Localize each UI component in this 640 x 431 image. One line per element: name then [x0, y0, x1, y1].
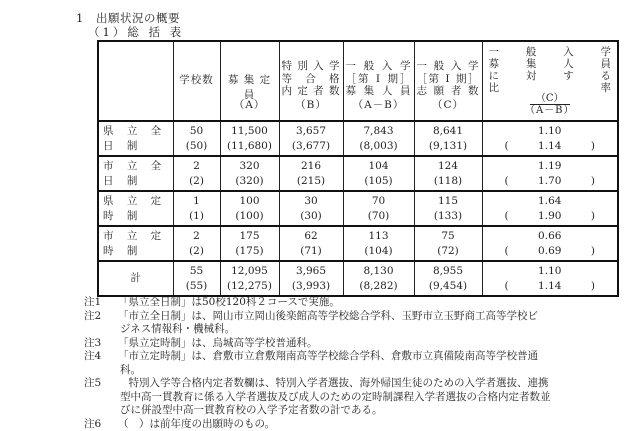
general-capacity-cell: 70 (70): [343, 191, 414, 226]
table-title: （1）総 括 表: [88, 24, 184, 40]
row-label: 県 立 全 日 制: [98, 121, 173, 156]
note-item: [84, 350, 629, 377]
header-ratio-formula: $\frac{(C)}{(A-B)}$: [483, 93, 618, 116]
schools-cell: 55 (55): [173, 261, 220, 296]
notes-section: [84, 296, 629, 431]
schools-cell: 1 (1): [173, 191, 220, 226]
note-item: [84, 337, 629, 351]
header-applicants-line: 一 般 入 学: [417, 60, 480, 73]
header-ratio: [482, 41, 618, 121]
note-label: 注4: [84, 350, 118, 377]
section-number: 1: [76, 11, 96, 25]
applicants-cell: 8,641 (9,131): [414, 121, 482, 156]
header-special-code: （B）: [280, 97, 343, 112]
header-applicants-line: 志 願 者 数: [417, 85, 480, 98]
note-item: [84, 418, 629, 431]
header-capacity-code: （A）: [221, 97, 279, 112]
applicants-cell: 115 (133): [414, 191, 482, 226]
ratio-cell: 0.66 ( 0.69 ): [482, 226, 618, 261]
capacity-cell: 320 (320): [220, 156, 279, 191]
row-label: 市 立 定 時 制: [98, 226, 173, 261]
note-label: 注6: [84, 418, 118, 431]
schools-cell: 2 (2): [173, 156, 220, 191]
table-row: [98, 156, 618, 191]
capacity-cell: 11,500 (11,680): [220, 121, 279, 156]
header-capacity-label: 募 集 定 員: [221, 72, 279, 102]
section-title: 出願状況の概要: [96, 11, 180, 25]
header-schools-label: 学校数: [174, 72, 220, 87]
header-ratio-label: 一 募 に 比 般 集 対 入 人 す 学 員 る 率: [489, 46, 612, 96]
schools-cell: 50 (50): [173, 121, 220, 156]
note-item: [84, 377, 629, 418]
special-cell: 3,965 (3,993): [279, 261, 343, 296]
special-cell: 62 (71): [279, 226, 343, 261]
note-text: 「県立全日制」は50校120科２コースで実施。: [118, 296, 629, 310]
ratio-cell: 1.19 ( 1.70 ): [482, 156, 618, 191]
general-capacity-cell: 8,130 (8,282): [343, 261, 414, 296]
header-general-line: ［第 Ⅰ 期］: [346, 73, 412, 86]
header-general-capacity: [343, 41, 414, 121]
note-item: [84, 310, 629, 337]
note-label: 注3: [84, 337, 118, 351]
header-applicants: [414, 41, 482, 121]
note-text: 「県立定時制」は、烏城高等学校普通科。: [118, 337, 629, 351]
row-label: 県 立 定 時 制: [98, 191, 173, 226]
header-schools: [173, 41, 220, 121]
ratio-cell: 1.64 ( 1.90 ): [482, 191, 618, 226]
capacity-cell: 12,095 (12,275): [220, 261, 279, 296]
general-capacity-cell: 113 (104): [343, 226, 414, 261]
header-general-code: （A－B）: [344, 97, 414, 112]
header-special-line: 等 合 格: [282, 73, 341, 86]
applicants-cell: 124 (118): [414, 156, 482, 191]
header-general-line: 募 集 人 員: [346, 85, 412, 98]
note-text: 「市立全日制」は、岡山市立岡山後楽館高等学校総合学科、玉野市立玉野商工高等学校ビ ジネス情報科・機械科。: [118, 310, 629, 337]
table-header-row: [98, 41, 618, 121]
row-label: 市 立 全 日 制: [98, 156, 173, 191]
table-row: [98, 191, 618, 226]
general-capacity-cell: 7,843 (8,003): [343, 121, 414, 156]
special-cell: 3,657 (3,677): [279, 121, 343, 156]
header-special-line: 特 別 入 学: [282, 60, 341, 73]
note-text: 特別入学等合格内定者数欄は、特別入学者選抜、海外帰国生徒のための入学者選抜、連携 型中高一貫教育に係る入学者選抜及び成人のための定時制課程入学者選抜の合格内定者数並 びに併設型中高一貫教育校の入学予定者数の計である。: [118, 377, 629, 418]
table-row-total: [98, 261, 618, 296]
header-applicants-line: ［第 Ⅰ 期］: [417, 73, 480, 86]
header-special: [279, 41, 343, 121]
schools-cell: 2 (2): [173, 226, 220, 261]
ratio-cell: 1.10 ( 1.14 ): [482, 121, 618, 156]
note-text: 「市立定時制」は、倉敷市立倉敷翔南高等学校総合学科、倉敷市立真備陵南高等学校普通 科。: [118, 350, 629, 377]
capacity-cell: 100 (100): [220, 191, 279, 226]
note-item: [84, 296, 629, 310]
general-capacity-cell: 104 (105): [343, 156, 414, 191]
note-label: 注2: [84, 310, 118, 337]
table-row: [98, 121, 618, 156]
ratio-cell: 1.10 ( 1.14 ): [482, 261, 618, 296]
header-applicants-code: （C）: [415, 97, 482, 112]
note-label: 注1: [84, 296, 118, 310]
special-cell: 216 (215): [279, 156, 343, 191]
row-label-total: 計: [98, 261, 173, 296]
note-label: 注5: [84, 377, 118, 418]
header-special-line: 内 定 者 数: [282, 85, 341, 98]
header-general-line: 一 般 入 学: [346, 60, 412, 73]
special-cell: 30 (30): [279, 191, 343, 226]
table-row: [98, 226, 618, 261]
header-capacity: [220, 41, 279, 121]
applicants-cell: 8,955 (9,454): [414, 261, 482, 296]
capacity-cell: 175 (175): [220, 226, 279, 261]
note-text: （ ）は前年度の出願時のもの。: [118, 418, 629, 431]
summary-table: [97, 40, 619, 297]
header-blank: [98, 41, 173, 121]
applicants-cell: 75 (72): [414, 226, 482, 261]
